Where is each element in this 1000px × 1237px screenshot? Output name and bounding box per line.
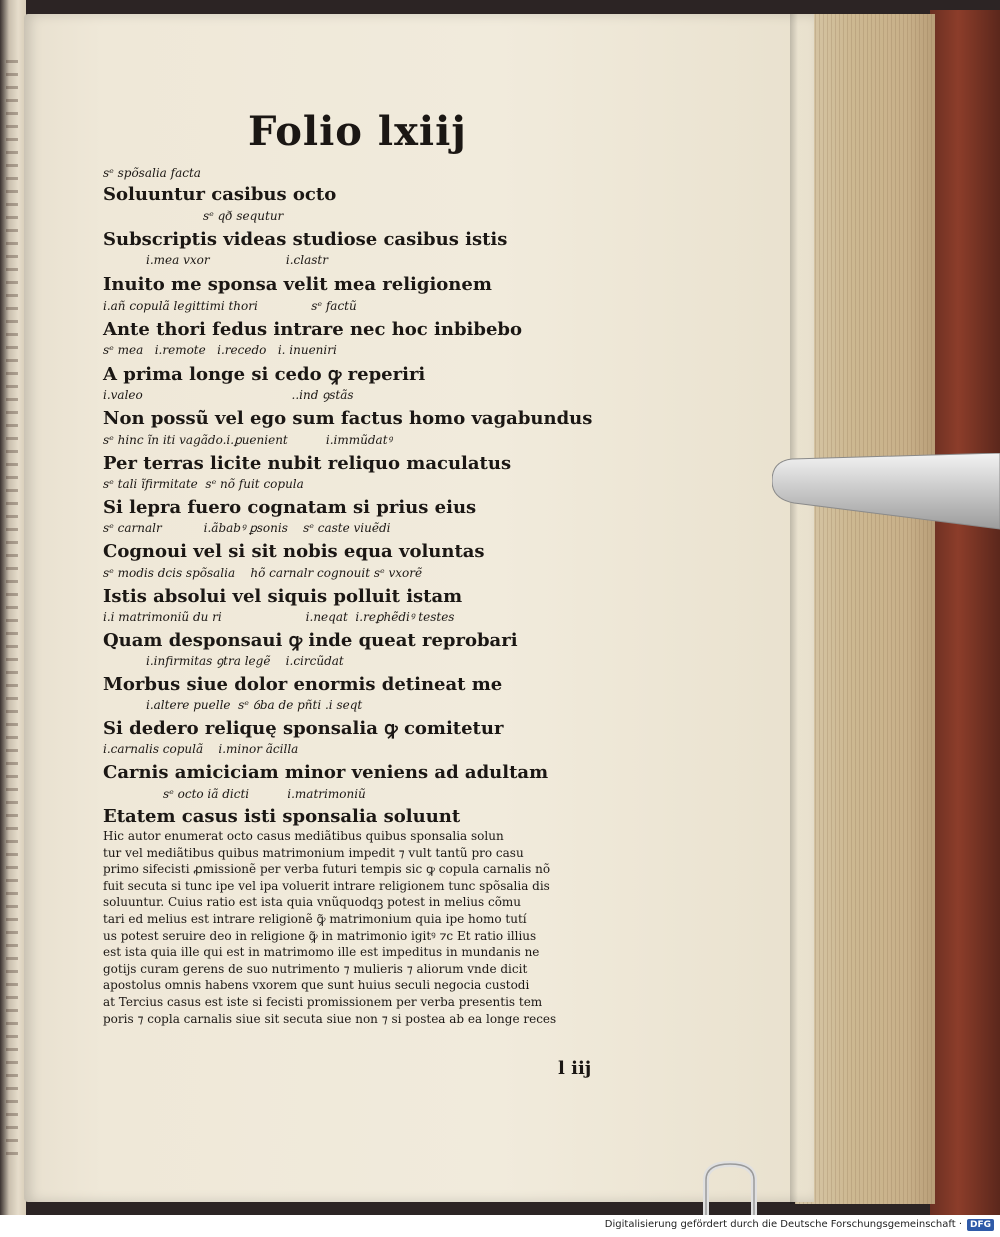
gloss-line: i.infirmitas ꝯtra legẽ i.circũdat (146, 654, 344, 668)
signature-mark: l iij (558, 1058, 592, 1079)
commentary-line: us potest seruire deo in religione ꝙ̃ in matrimonio igitꝰ ⁊c Et ratio illius (103, 928, 537, 943)
commentary-line: fuit secuta si tunc ipe vel ipa voluerit intrare religionem tunc spõsalia dis (103, 878, 550, 893)
commentary-line: est ista quia ille qui est in matrimomo ille est impeditus in mundanis ne (103, 945, 540, 960)
verse-line: Soluuntur casibus octo (103, 184, 337, 205)
commentary-line: primo sifecisti ꝓmissionẽ per verba futuri tempis sic ꝙ copula carnalis nõ (103, 862, 551, 877)
verse-line: Inuito me sponsa velit mea religionem (103, 274, 492, 295)
verse-line: A prima longe si cedo ꝙ reperiri (103, 364, 426, 385)
gloss-line: sᵉ hinc ĩn iti vagãdo.i.ꝑuenient i.immũdatꝰ (103, 433, 393, 447)
verse-line: Istis absolui vel siquis polluit istam (103, 586, 463, 607)
page-gutter-shadow (790, 14, 798, 1204)
dfg-logo: DFG (967, 1219, 994, 1231)
verse-line: Morbus siue dolor enormis detineat me (103, 674, 503, 695)
gloss-line: sᵉ modis dcis spõsalia hõ carnalr cognouit sᵉ vxorẽ (103, 566, 423, 580)
gloss-line: sᵉ tali ĩfirmitate sᵉ nõ fuit copula (103, 477, 304, 491)
commentary-line: at Tercius casus est iste si fecisti promissionem per verba presentis tem (103, 994, 543, 1009)
verse-line: Quam desponsaui ꝙ inde queat reprobari (103, 630, 518, 651)
gloss-line: sᵉ carnalr i.ãbabꝰ ꝑsonis sᵉ caste viuẽdi (103, 521, 391, 535)
verse-line: Cognoui vel si sit nobis equa voluntas (103, 541, 485, 562)
page-holder-clip-right (772, 453, 1000, 539)
commentary-line: gotijs curam gerens de suo nutrimento ⁊ mulieris ⁊ aliorum vnde dicit (103, 961, 528, 976)
book-cover-edge (930, 10, 1000, 1215)
gloss-line: i.mea vxor i.clastr (146, 253, 328, 267)
commentary-line: tur vel mediãtibus quibus matrimonium impedit ⁊ vult tantũ pro casu (103, 845, 524, 860)
verse-line: Etatem casus isti sponsalia soluunt (103, 806, 461, 827)
gloss-line: i.altere puelle sᵉ ỽba de pñti .i seqt (146, 698, 363, 712)
gloss-line: sᵉ octo iã dicti i.matrimoniũ (163, 787, 366, 801)
gloss-line: sᵉ mea i.remote i.recedo i. inueniri (103, 343, 337, 357)
verse-line: Carnis amiciciam minor veniens ad adultam (103, 762, 549, 783)
verse-line: Subscriptis videas studiose casibus istis (103, 229, 508, 250)
commentary-paragraph (103, 828, 643, 1027)
commentary-line: poris ⁊ copla carnalis siue sit secuta siue non ⁊ si postea ab ea longe reces (103, 1011, 557, 1026)
gloss-line: i.i matrimoniũ du ri i.neqat i.reꝑhẽdiꝰ testes (103, 610, 455, 624)
gloss-line: i.carnalis copulã i.minor ãcilla (103, 742, 299, 756)
verse-line: Per terras licite nubit reliquo maculatus (103, 453, 512, 474)
gloss-line: i.valeo ..ind ꝯstãs (103, 388, 354, 402)
page-holder-clip-bottom (700, 1158, 760, 1215)
verse-line: Si lepra fuero cognatam si prius eius (103, 497, 477, 518)
gloss-line: sᵉ spõsalia facta (103, 166, 201, 180)
gloss-line: sᵉ qð sequtur (203, 209, 284, 223)
verse-line: Non possũ vel ego sum factus homo vagabundus (103, 408, 593, 429)
commentary-line: apostolus omnis habens vxorem que sunt huius seculi negocia custodi (103, 978, 530, 993)
folio-heading: Folio lxiij (248, 108, 467, 155)
left-page-edge (0, 0, 26, 1215)
commentary-line: tari ed melius est intrare religionẽ ꝙ̃ matrimonium quia ipe homo tutí (103, 911, 527, 926)
page-block-edges (795, 14, 935, 1204)
digitization-footer (0, 1215, 1000, 1237)
gloss-line: i.añ copulã legittimi thori sᵉ factũ (103, 299, 357, 313)
verse-line: Si dedero reliquę sponsalia ꝙ comitetur (103, 718, 504, 739)
commentary-line: Hic autor enumerat octo casus mediãtibus quibus sponsalia solun (103, 829, 504, 843)
footer-credit: Digitalisierung gefördert durch die Deutsche Forschungsgemeinschaft · (604, 1219, 962, 1230)
verse-line: Ante thori fedus intrare nec hoc inbibebo (103, 319, 523, 340)
commentary-line: soluuntur. Cuius ratio est ista quia vnũquodqꝫ potest in melius cõmu (103, 895, 522, 910)
